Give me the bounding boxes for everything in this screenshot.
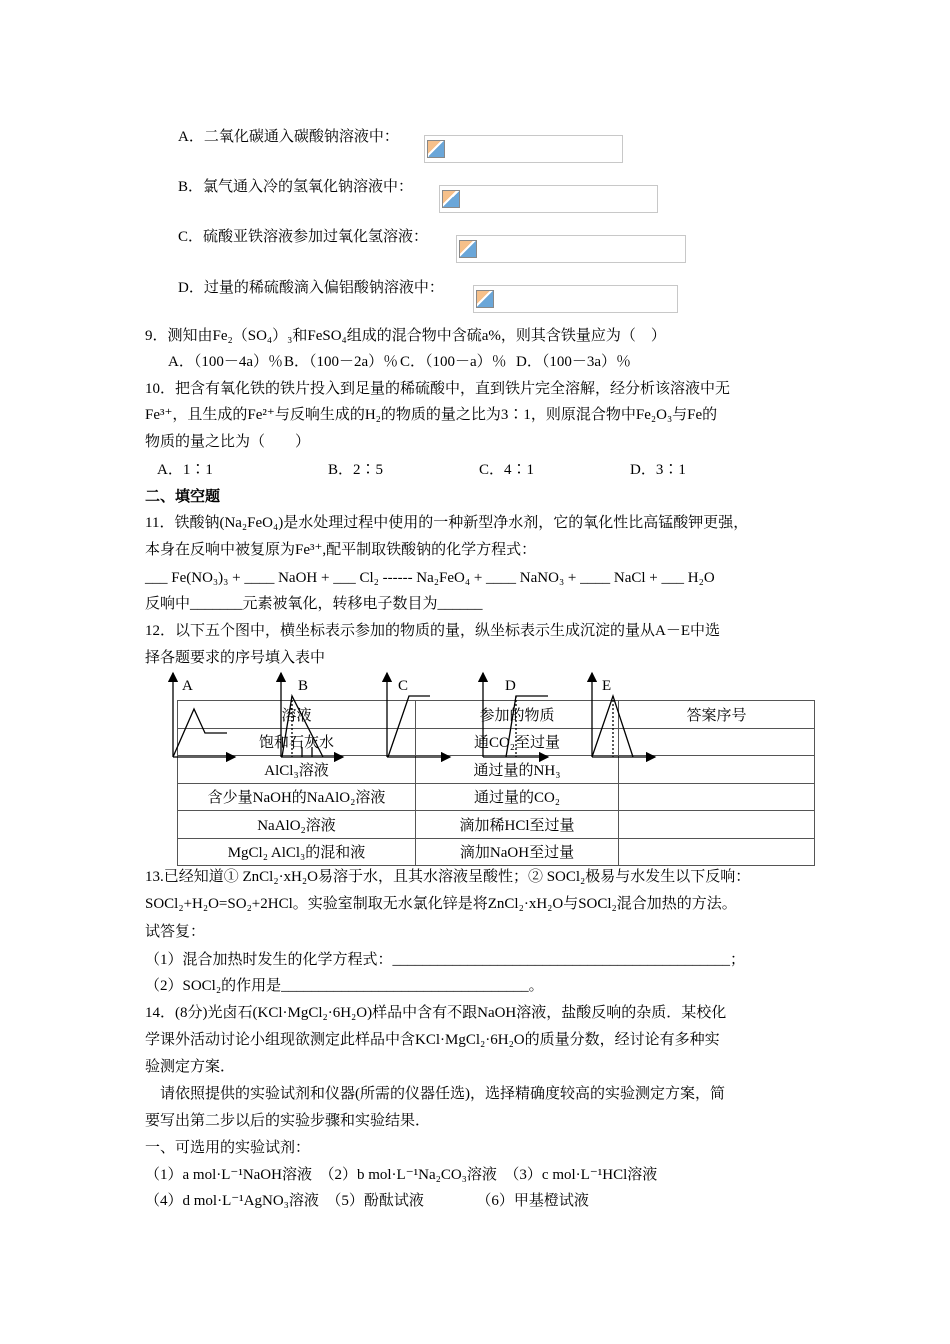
q9-option-a: A．（100－4a）％ (168, 354, 283, 370)
q8-option-a: A．二氧化碳通入碳酸钠溶液中： (178, 129, 399, 145)
q11-line: 11．铁酸钠(Na₂FeO₄)是水处理过程中使用的一种新型净水剂，它的氧化性比高锰酸钾更强， (145, 515, 749, 531)
q13-line: 试答复： (145, 924, 206, 940)
graph-label-d: D (505, 678, 516, 694)
q14-line: 学课外活动讨论小组现欲测定此样品中含KCl·MgCl₂·6H₂O的质量分数，经讨论有多种实 (145, 1032, 720, 1048)
q13-line: 13.已经知道① ZnCl₂·xH₂O易溶于水，且其水溶液呈酸性；② SOCl₂极易与水发生以下反响： (145, 869, 751, 885)
graph-label-e: E (602, 678, 612, 694)
table-cell: NaAlO₂溶液 (178, 811, 416, 839)
q10-line: 10．把含有氧化铁的铁片投入到足量的稀硫酸中，直到铁片完全溶解，经分析该溶液中无 (145, 381, 731, 397)
graph-label-c: C (398, 678, 409, 694)
table-cell: 饱和石灰水 (178, 728, 416, 756)
q10-option-c: C．4∶1 (479, 462, 535, 478)
graph-c (387, 673, 450, 757)
q14-line: 14．(8分)光卤石(KCl·MgCl₂·6H₂O)样品中含有不跟NaOH溶液，盐酸反响的杂质．某校化 (145, 1005, 727, 1021)
q14-line: 请依照提供的实验试剂和仪器(所需的仪器任选)，选择精确度较高的实验测定方案，简 (145, 1086, 725, 1102)
q13-blank-1: （1）混合加热时发生的化学方程式：_____________________________________________； (145, 952, 746, 968)
q10-line: Fe³⁺，且生成的Fe²⁺与反响生成的H₂的物质的量之比为3∶1，则原混合物中Fe₂O₃与Fe的 (145, 407, 718, 423)
q14-reagents: （4）d mol·L⁻¹AgNO₃溶液 （5）酚酞试液 （6）甲基橙试液 (145, 1193, 589, 1209)
q14-line: 一、可选用的实验试剂： (145, 1140, 311, 1156)
table-cell: AlCl₃溶液 (178, 756, 416, 784)
q9-stem: 9．测知由Fe₂（SO₄）₃和FeSO₄组成的混合物中含硫a%，则其含铁量应为（ ） (145, 328, 666, 344)
table-cell: 通过量的CO₂ (416, 783, 619, 811)
table-header: 参加的物质 (416, 701, 619, 729)
graph-label-a: A (182, 678, 193, 694)
graph-label-b: B (298, 678, 309, 694)
q13-line: SOCl₂+H₂O=SO₂+2HCl。实验室制取无水氯化锌是将ZnCl₂·xH₂O与SOCl₂混合加热的方法。 (145, 896, 737, 912)
q14-reagents: （1）a mol·L⁻¹NaOH溶液 （2）b mol·L⁻¹Na₂CO₃溶液 （3）c mol·L⁻¹HCl溶液 (145, 1167, 658, 1183)
q8-option-d: D．过量的稀硫酸滴入偏铝酸钠溶液中： (178, 280, 444, 296)
q11-line: 反响中_______元素被氧化，转移电子数目为______ (145, 596, 483, 612)
q14-line: 要写出第二步以后的实验步骤和实验结果． (145, 1113, 431, 1129)
q9-option-c: C．（100－a）％ (400, 354, 507, 370)
q13-blank-2: （2）SOCl₂的作用是_________________________________。 (145, 978, 544, 994)
q14-line: 验测定方案． (145, 1059, 236, 1075)
q8-option-c: C．硫酸亚铁溶液参加过氧化氢溶液： (178, 229, 429, 245)
table-cell: 滴加稀HCl至过量 (416, 811, 619, 839)
table-cell: 滴加NaOH至过量 (416, 838, 619, 866)
q12-line: 12．以下五个图中，横坐标表示参加的物质的量，纵坐标表示生成沉淀的量从A－E中选 (145, 623, 720, 639)
q9-option-b: B．（100－2a）％ (284, 354, 399, 370)
section-heading: 二、填空题 (145, 489, 221, 505)
table-header: 溶液 (178, 701, 416, 729)
q9-option-d: D．（100－3a）％ (516, 354, 631, 370)
table-cell: 通CO₂至过量 (416, 728, 619, 756)
table-cell: MgCl₂ AlCl₃的混和液 (178, 838, 416, 866)
q11-line: 本身在反响中被复原为Fe³⁺,配平制取铁酸钠的化学方程式： (145, 542, 537, 558)
table-header: 答案序号 (619, 701, 815, 729)
q10-line: 物质的量之比为（ ） (145, 434, 311, 450)
q10-option-a: A．1∶1 (157, 462, 213, 478)
graph-b (281, 673, 343, 757)
table-cell: 含少量NaOH的NaAlO₂溶液 (178, 783, 416, 811)
q8-option-b: B．氯气通入冷的氢氧化钠溶液中： (178, 179, 414, 195)
q10-option-d: D．3∶1 (630, 462, 686, 478)
table-cell: 通过量的NH₃ (416, 756, 619, 784)
q10-option-b: B．2∶5 (328, 462, 384, 478)
q11-equation: ___ Fe(NO₃)₃ + ____ NaOH + ___ Cl₂ ------ Na₂FeO₄ + ____ NaNO₃ + ____ NaCl + ___ H₂O (145, 570, 715, 586)
q12-line: 择各题要求的序号填入表中 (145, 650, 326, 666)
